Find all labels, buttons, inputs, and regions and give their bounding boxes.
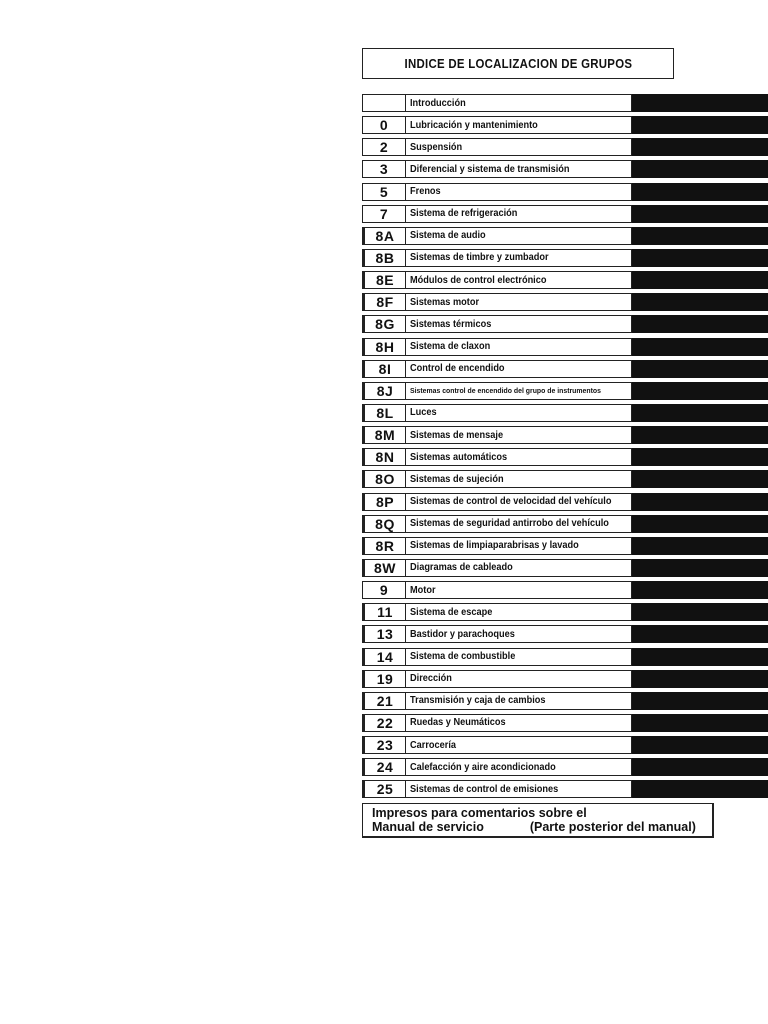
group-label-cell <box>405 559 632 577</box>
group-number: 14 <box>362 648 405 666</box>
group-label-cell <box>405 603 632 621</box>
group-label: Sistemas de seguridad antirrobo del vehículo <box>410 518 609 530</box>
section-thumb-tab[interactable] <box>632 138 768 156</box>
group-label-cell <box>405 692 632 710</box>
group-label-cell <box>405 183 632 201</box>
section-thumb-tab[interactable] <box>632 758 768 776</box>
group-label-cell <box>405 581 632 599</box>
index-row[interactable] <box>362 227 768 245</box>
index-row[interactable] <box>362 758 768 776</box>
group-label: Sistema de escape <box>410 606 493 618</box>
group-label-cell <box>405 382 632 400</box>
index-row[interactable] <box>362 648 768 666</box>
group-number: 13 <box>362 625 405 643</box>
index-row[interactable] <box>362 493 768 511</box>
section-thumb-tab[interactable] <box>632 94 768 112</box>
section-thumb-tab[interactable] <box>632 448 768 466</box>
group-label: Sistema de combustible <box>410 651 516 663</box>
section-thumb-tab[interactable] <box>632 426 768 444</box>
index-row[interactable] <box>362 382 768 400</box>
index-row[interactable] <box>362 537 768 555</box>
section-thumb-tab[interactable] <box>632 116 768 134</box>
group-label-cell <box>405 670 632 688</box>
feedback-line-1: Impresos para comentarios sobre el <box>372 806 587 820</box>
section-thumb-tab[interactable] <box>632 692 768 710</box>
group-number: 11 <box>362 603 405 621</box>
index-row[interactable] <box>362 736 768 754</box>
group-label: Frenos <box>410 186 441 198</box>
section-thumb-tab[interactable] <box>632 404 768 422</box>
group-label: Diagramas de cableado <box>410 562 513 574</box>
group-label-cell <box>405 780 632 798</box>
group-label: Calefacción y aire acondicionado <box>410 761 556 773</box>
section-thumb-tab[interactable] <box>632 249 768 267</box>
section-thumb-tab[interactable] <box>632 160 768 178</box>
group-number: 8R <box>362 537 405 555</box>
index-row[interactable] <box>362 670 768 688</box>
index-row[interactable] <box>362 714 768 732</box>
group-label: Sistemas de control de velocidad del vehículo <box>410 496 612 508</box>
group-number <box>362 94 405 112</box>
group-label-cell <box>405 315 632 333</box>
group-number: 22 <box>362 714 405 732</box>
group-number: 8H <box>362 338 405 356</box>
index-row[interactable] <box>362 448 768 466</box>
group-number: 3 <box>362 160 405 178</box>
section-thumb-tab[interactable] <box>632 780 768 798</box>
group-label-cell <box>405 404 632 422</box>
group-label-cell <box>405 537 632 555</box>
group-number: 0 <box>362 116 405 134</box>
index-row[interactable] <box>362 404 768 422</box>
group-label: Sistemas de timbre y zumbador <box>410 252 549 264</box>
index-row[interactable] <box>362 249 768 267</box>
index-row[interactable] <box>362 559 768 577</box>
group-label-cell <box>405 360 632 378</box>
group-number: 8W <box>362 559 405 577</box>
group-label: Luces <box>410 407 437 419</box>
group-label: Sistema de refrigeración <box>410 208 518 220</box>
group-number: 8J <box>362 382 405 400</box>
group-number: 23 <box>362 736 405 754</box>
index-row[interactable] <box>362 160 768 178</box>
group-number: 24 <box>362 758 405 776</box>
index-row[interactable] <box>362 692 768 710</box>
group-number: 8N <box>362 448 405 466</box>
group-number: 8G <box>362 315 405 333</box>
group-label: Sistemas automáticos <box>410 451 508 463</box>
group-label: Motor <box>410 584 436 596</box>
group-number: 9 <box>362 581 405 599</box>
index-row[interactable] <box>362 94 768 112</box>
group-number: 8E <box>362 271 405 289</box>
group-label: Dirección <box>410 673 452 685</box>
index-row[interactable] <box>362 183 768 201</box>
feedback-note: (Parte posterior del manual) <box>529 820 696 834</box>
index-row[interactable] <box>362 315 768 333</box>
group-label: Suspensión <box>410 141 463 153</box>
section-thumb-tab[interactable] <box>632 736 768 754</box>
group-label: Sistemas de limpiaparabrisas y lavado <box>410 540 579 552</box>
group-label-cell <box>405 94 632 112</box>
section-thumb-tab[interactable] <box>632 670 768 688</box>
group-label: Ruedas y Neumáticos <box>410 717 506 729</box>
group-number: 2 <box>362 138 405 156</box>
group-number: 7 <box>362 205 405 223</box>
group-label-cell <box>405 648 632 666</box>
group-number: 21 <box>362 692 405 710</box>
page-title: INDICE DE LOCALIZACION DE GRUPOS <box>404 56 632 71</box>
section-thumb-tab[interactable] <box>632 271 768 289</box>
index-row[interactable] <box>362 603 768 621</box>
group-number: 8M <box>362 426 405 444</box>
index-row[interactable] <box>362 470 768 488</box>
group-label: Sistemas térmicos <box>410 318 492 330</box>
group-label: Lubricación y mantenimiento <box>410 119 538 131</box>
index-row[interactable] <box>362 581 768 599</box>
group-label-cell <box>405 116 632 134</box>
group-label-cell <box>405 249 632 267</box>
index-row[interactable] <box>362 780 768 798</box>
section-thumb-tab[interactable] <box>632 493 768 511</box>
group-label: Bastidor y parachoques <box>410 628 515 640</box>
group-label-cell <box>405 227 632 245</box>
group-label-cell <box>405 271 632 289</box>
section-thumb-tab[interactable] <box>632 470 768 488</box>
section-thumb-tab[interactable] <box>632 625 768 643</box>
group-label: Módulos de control electrónico <box>410 274 547 286</box>
group-label-cell <box>405 470 632 488</box>
index-row[interactable] <box>362 426 768 444</box>
index-row[interactable] <box>362 138 768 156</box>
index-title-box <box>362 48 674 79</box>
group-label: Carrocería <box>410 739 457 751</box>
index-row[interactable] <box>362 293 768 311</box>
group-number: 19 <box>362 670 405 688</box>
group-number: 8I <box>362 360 405 378</box>
section-thumb-tab[interactable] <box>632 515 768 533</box>
section-thumb-tab[interactable] <box>632 714 768 732</box>
group-label-cell <box>405 160 632 178</box>
section-thumb-tab[interactable] <box>632 183 768 201</box>
section-thumb-tab[interactable] <box>632 537 768 555</box>
group-number: 8O <box>362 470 405 488</box>
group-label: Sistemas de control de emisiones <box>410 783 559 795</box>
group-number: 25 <box>362 780 405 798</box>
section-thumb-tab[interactable] <box>632 293 768 311</box>
group-label-cell <box>405 758 632 776</box>
index-row[interactable] <box>362 360 768 378</box>
feedback-line-2: Manual de servicio <box>372 820 484 834</box>
section-thumb-tab[interactable] <box>632 360 768 378</box>
section-thumb-tab[interactable] <box>632 581 768 599</box>
group-label: Sistemas control de encendido del grupo de instrumentos <box>410 386 601 396</box>
group-label: Sistemas motor <box>410 296 480 308</box>
group-number: 8P <box>362 493 405 511</box>
index-row[interactable] <box>362 205 768 223</box>
feedback-forms-box[interactable] <box>362 803 714 838</box>
section-thumb-tab[interactable] <box>632 559 768 577</box>
index-row[interactable] <box>362 338 768 356</box>
group-number: 8B <box>362 249 405 267</box>
group-label-cell <box>405 515 632 533</box>
group-label-cell <box>405 338 632 356</box>
group-label-cell <box>405 493 632 511</box>
group-label: Sistemas de mensaje <box>410 429 504 441</box>
group-index-list <box>362 94 768 803</box>
group-label-cell <box>405 448 632 466</box>
group-label-cell <box>405 736 632 754</box>
section-thumb-tab[interactable] <box>632 648 768 666</box>
group-label: Sistema de audio <box>410 230 486 242</box>
section-thumb-tab[interactable] <box>632 603 768 621</box>
group-number: 8Q <box>362 515 405 533</box>
group-label: Diferencial y sistema de transmisión <box>410 163 570 175</box>
section-thumb-tab[interactable] <box>632 382 768 400</box>
section-thumb-tab[interactable] <box>632 227 768 245</box>
group-label: Sistema de claxon <box>410 341 491 353</box>
group-number: 8A <box>362 227 405 245</box>
group-label: Control de encendido <box>410 363 505 375</box>
group-label-cell <box>405 138 632 156</box>
group-label: Sistemas de sujeción <box>410 473 504 485</box>
group-number: 8L <box>362 404 405 422</box>
group-label-cell <box>405 426 632 444</box>
index-row[interactable] <box>362 625 768 643</box>
index-row[interactable] <box>362 515 768 533</box>
group-number: 8F <box>362 293 405 311</box>
group-number: 5 <box>362 183 405 201</box>
group-label: Transmisión y caja de cambios <box>410 695 546 707</box>
index-row[interactable] <box>362 271 768 289</box>
index-row[interactable] <box>362 116 768 134</box>
group-label-cell <box>405 293 632 311</box>
section-thumb-tab[interactable] <box>632 315 768 333</box>
group-label-cell <box>405 205 632 223</box>
group-label-cell <box>405 625 632 643</box>
section-thumb-tab[interactable] <box>632 338 768 356</box>
group-label: Introducción <box>410 97 466 109</box>
section-thumb-tab[interactable] <box>632 205 768 223</box>
group-label-cell <box>405 714 632 732</box>
